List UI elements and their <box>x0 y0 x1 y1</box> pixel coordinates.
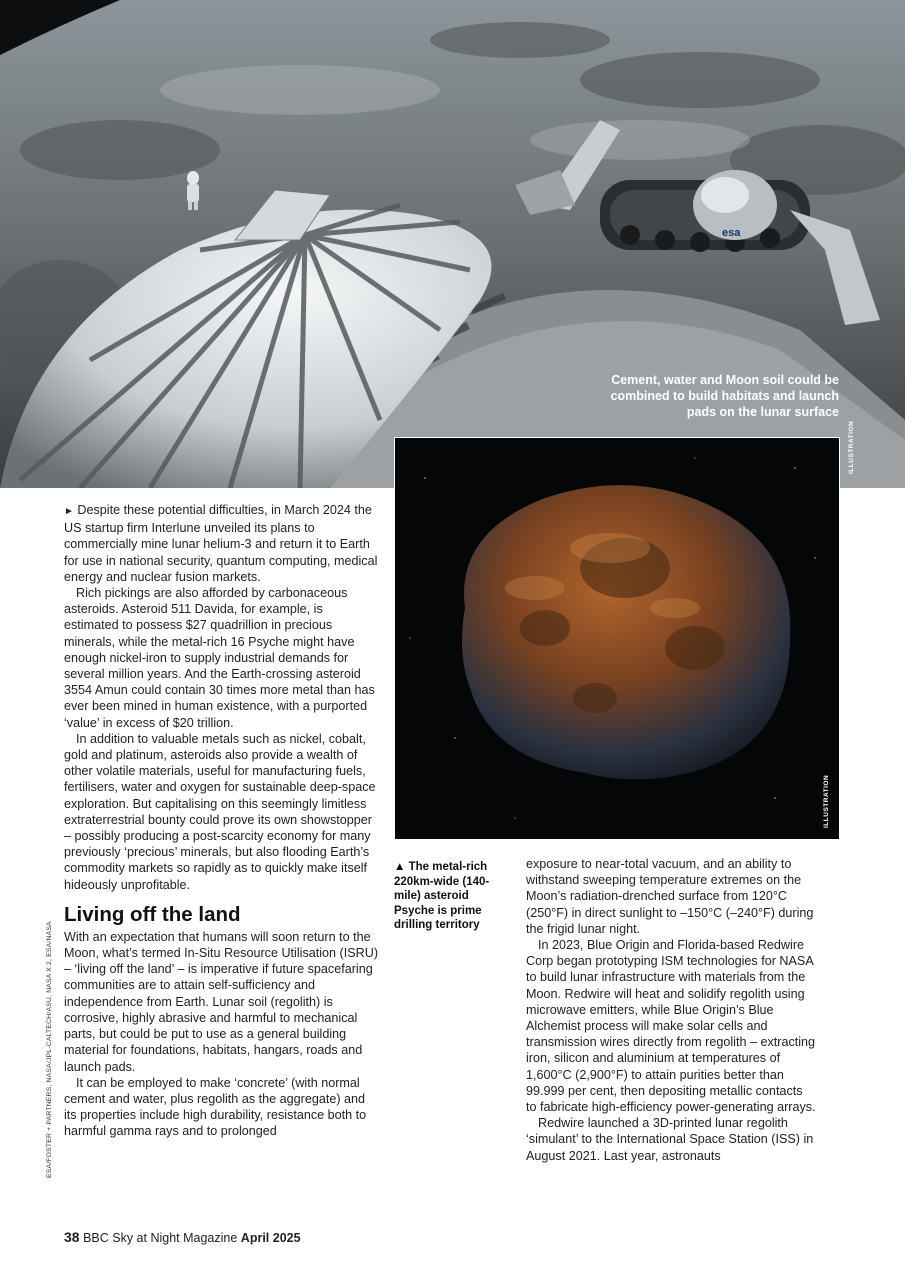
section-heading: Living off the land <box>64 902 241 926</box>
photo-credits: ESA/FOSTER + PARTNERS, NASA/JPL-CALTECH/ASU, NASA X 2, ESA/NASA <box>46 921 53 1178</box>
article-left-column <box>64 502 380 1140</box>
esa-logo: esa <box>722 227 741 239</box>
article-right-column <box>526 856 816 1164</box>
paragraph-blue-origin: In 2023, Blue Origin and Florida-based Redwire Corp began prototyping ISM technologies for NASA to build lunar infrastructure with materials from the Moon. Redwire will heat and solidify regolith using microwave emitters, while Blue Origin’s Blue Alchemist process will make solar cells and transmission wires directly from regolith – extracting iron, silicon and aluminium at temperatures of 1,600°C (2,900°F) to attain purities better than 99.999 per cent, then depositing metallic contacts to fabricate high-efficiency power-generating arrays. <box>526 938 816 1115</box>
magazine-name: BBC Sky at Night Magazine <box>83 1231 238 1245</box>
asteroid-illustration-credit: ILLUSTRATION <box>823 774 830 828</box>
issue-date: April 2025 <box>240 1231 301 1245</box>
hero-illustration-credit: ILLUSTRATION <box>848 420 855 474</box>
page-footer <box>64 1229 301 1245</box>
caption-triangle-icon: ▲ <box>394 861 406 873</box>
paragraph-concrete: It can be employed to make ‘concrete’ (with normal cement and water, plus regolith as the aggregate) and its properties include high durability, resistance both to harmful gamma rays and to prolonged <box>64 1075 367 1139</box>
paragraph-isru: With an expectation that humans will soon return to the Moon, what’s termed In-Situ Resource Utilisation (ISRU) – ‘living off the land’ – is imperative if future spacefaring communities are to attain self-sufficiency and independence from Earth. Lunar soil (regolith) is corrosive, highly abrasive and harmful to mechanical parts, but could be put to use as a general building material for foundations, habitats, hangars, roads and launch pads. <box>64 929 379 1074</box>
paragraph-volatiles: In addition to valuable metals such as nickel, cobalt, gold and platinum, asteroids also provide a wealth of other volatile materials, useful for manufacturing fuels, fertilisers, water and oxygen for sustainable deep-space exploration. But capitalising on this seemingly limitless extraterrestrial bounty could prove its own showstopper – possibly producing a post-scarcity economy for many previously ‘precious’ minerals, but also flooding Earth’s commodity markets so rapidly as to quickly make itself hideously unprofitable. <box>64 731 376 892</box>
paragraph-interlune: ► Despite these potential difficulties, in March 2024 the US startup firm Interlune unveiled its plans to commercially mine lunar helium-3 and return it to Earth for use in national security, quantum computing, medical energy and nuclear fusion markets. <box>64 503 378 584</box>
asteroid-psyche-illustration <box>394 437 840 840</box>
asteroid-graphic <box>395 438 840 840</box>
page-number: 38 <box>64 1229 80 1245</box>
paragraph-redwire: Redwire launched a 3D-printed lunar regolith ‘simulant’ to the International Space Station (ISS) in August 2021. Last year, astronauts <box>526 1116 814 1163</box>
continue-arrow-icon: ► <box>64 506 74 517</box>
asteroid-caption: ▲ The metal-rich 220km-wide (140-mile) asteroid Psyche is prime drilling territory <box>394 861 490 931</box>
paragraph-asteroids: Rich pickings are also afforded by carbonaceous asteroids. Asteroid 511 Davida, for example, is estimated to possess $27 quadrillion in precious minerals, while the metal-rich 16 Psyche might have enough nickel-iron to supply industrial demands for several million years. And the Earth-crossing asteroid 3554 Amun could contain 30 times more metal than has ever been mined in human existence, with a purported ‘value’ in excess of $20 trillion. <box>64 586 375 730</box>
paragraph-exposure: exposure to near-total vacuum, and an ability to withstand sweeping temperature extremes on the Moon’s radiation-drenched surface from 120°C (250°F) in direct sunlight to –150°C (–240°F) during the frigid lunar night. <box>526 857 814 936</box>
hero-caption: Cement, water and Moon soil could be combined to build habitats and launch pads on the lunar surface <box>610 373 839 419</box>
lunar-habitat-illustration <box>0 0 905 488</box>
